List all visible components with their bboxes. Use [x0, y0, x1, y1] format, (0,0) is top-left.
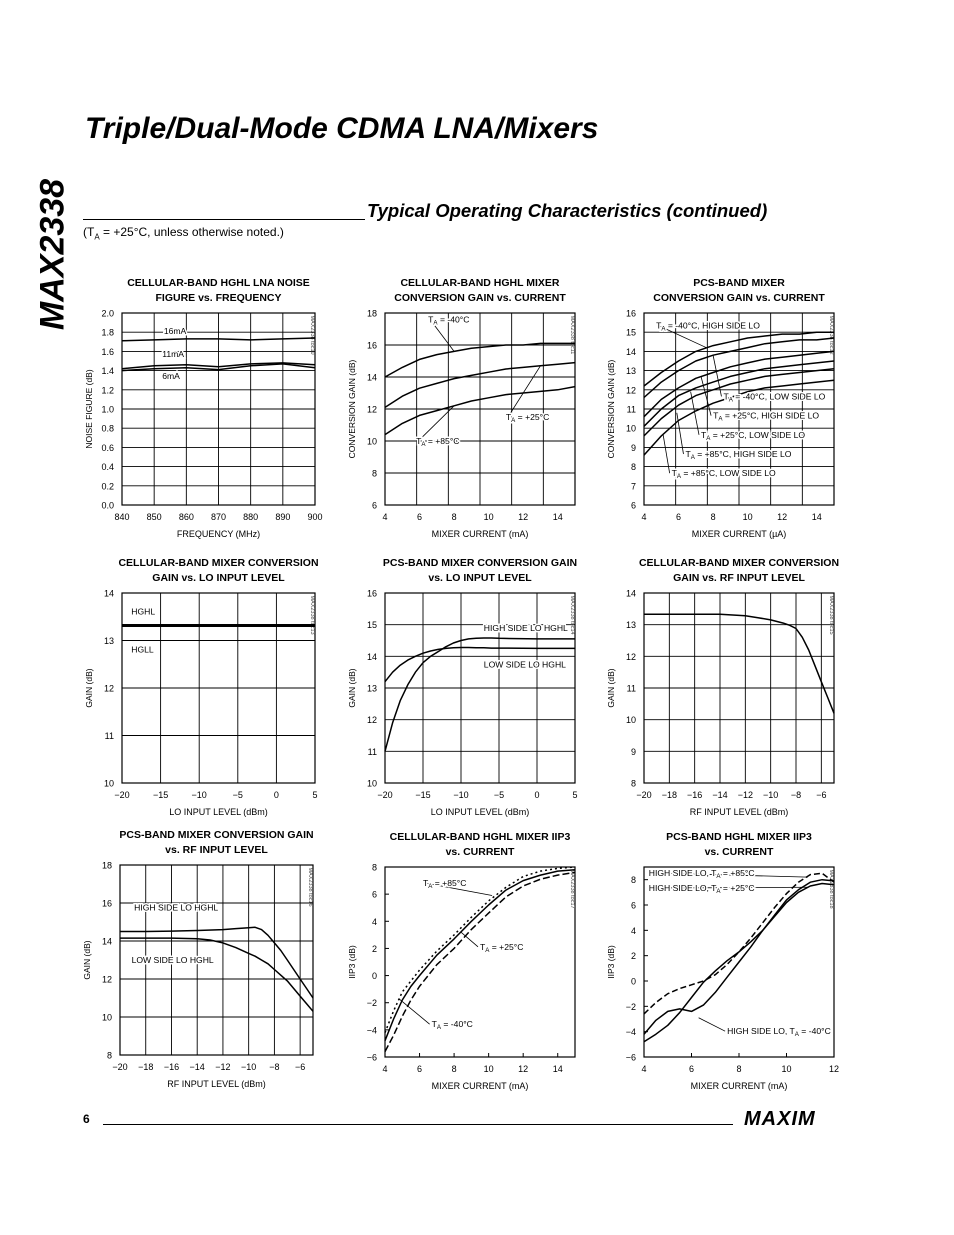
- label-rest: = +25°C: [489, 941, 524, 952]
- annotation-label: 11mA: [162, 349, 185, 360]
- annotation-label: HIGH SIDE LO, $T_A = -40^\circ C$: [727, 1026, 831, 1039]
- y-tick-label: 8: [630, 462, 636, 473]
- series-line: [385, 870, 575, 1041]
- y-tick-label: 16: [366, 588, 377, 599]
- x-tick-label: 10: [742, 512, 753, 522]
- y-axis-label: IIP3 (dB): [606, 945, 616, 979]
- subscript: A: [716, 888, 721, 896]
- y-tick-label: 0.8: [101, 423, 114, 434]
- subscript: A: [716, 872, 721, 880]
- x-tick-label: 12: [777, 512, 788, 522]
- annotation-label: $T_A = +25^\circ C$: [480, 941, 524, 954]
- y-tick-label: 2: [371, 943, 377, 954]
- y-tick-label: 7: [630, 481, 636, 492]
- y-tick-label: 12: [366, 715, 377, 726]
- chart-title: CONVERSION GAIN vs. CURRENT: [653, 292, 825, 304]
- x-tick-label: 0: [534, 790, 540, 800]
- x-tick-label: −18: [138, 1062, 154, 1072]
- x-tick-label: −5: [232, 790, 243, 800]
- y-tick-label: 13: [625, 620, 636, 631]
- annotation-label: $T_A = -40^\circ C$: [428, 314, 470, 327]
- chart-c7: [82, 829, 314, 1089]
- y-axis-label: GAIN (dB): [82, 940, 92, 980]
- x-tick-label: −10: [763, 790, 779, 800]
- y-tick-label: 0.4: [101, 462, 114, 473]
- label-rest: = +85°C, HIGH SIDE LO: [694, 449, 792, 459]
- y-tick-label: 14: [625, 346, 636, 357]
- y-tick-label: 12: [625, 651, 636, 662]
- subscript: A: [690, 454, 695, 461]
- x-axis-label: LO INPUT LEVEL (dBm): [430, 807, 530, 817]
- label-rest: = +25°C, HIGH SIDE LO: [722, 410, 820, 421]
- y-tick-label: 0.2: [101, 481, 114, 492]
- x-tick-label: 850: [146, 512, 162, 522]
- x-tick-label: −10: [241, 1062, 257, 1072]
- annotation-label: $T_A = +85^\circ C$: [423, 878, 467, 890]
- chart-c4: [84, 557, 319, 817]
- x-tick-label: 8: [710, 512, 716, 522]
- subscript: A: [436, 1024, 442, 1032]
- y-tick-label: 14: [625, 588, 636, 599]
- y-tick-label: 18: [101, 860, 112, 871]
- annotation-label: $T_A = -40^\circ C$, LOW SIDE LO: [723, 391, 826, 404]
- chart-title: CELLULAR-BAND MIXER CONVERSION: [638, 557, 840, 569]
- series-line: [385, 872, 575, 1051]
- chart-title: CONVERSION GAIN vs. CURRENT: [394, 292, 566, 304]
- y-tick-label: 6: [630, 900, 636, 911]
- y-tick-label: 8: [106, 1050, 112, 1061]
- y-tick-label: −4: [625, 1027, 636, 1038]
- x-tick-label: 4: [641, 1064, 647, 1074]
- series-line: [644, 880, 834, 1037]
- footer-rule: [103, 1124, 733, 1125]
- subscript: A: [433, 319, 438, 327]
- x-tick-label: 10: [483, 512, 494, 522]
- y-tick-label: 2.0: [101, 308, 114, 319]
- x-tick-label: 840: [114, 512, 130, 522]
- series-line: [120, 938, 313, 1011]
- x-tick-label: −10: [453, 790, 469, 800]
- x-tick-label: 880: [243, 512, 259, 522]
- x-tick-label: −20: [377, 790, 393, 800]
- annotation-label: $T_A = +25^\circ C$, HIGH SIDE LO: [713, 410, 820, 423]
- x-tick-label: −6: [295, 1062, 306, 1072]
- y-tick-label: 18: [366, 308, 377, 319]
- y-tick-label: 8: [630, 778, 636, 789]
- y-tick-label: 13: [625, 366, 636, 377]
- y-tick-label: 12: [625, 385, 636, 396]
- chart-code: MAX2338 toc18: [828, 869, 834, 909]
- x-tick-label: −18: [661, 790, 677, 800]
- subscript: A: [728, 396, 733, 404]
- part-number-side: MAX2338: [33, 178, 72, 331]
- subscript: A: [421, 441, 426, 449]
- annotation-label: 16mA: [163, 326, 187, 337]
- series-line: [644, 873, 834, 1014]
- chart-title: GAIN vs. LO INPUT LEVEL: [152, 572, 285, 584]
- annotation-label: HIGH SIDE LO, $T_A = +85^\circ C$: [648, 867, 755, 880]
- y-tick-label: 12: [101, 974, 112, 985]
- x-tick-label: 12: [518, 512, 529, 522]
- x-axis-label: RF INPUT LEVEL (dBm): [167, 1079, 266, 1089]
- x-tick-label: 4: [382, 1064, 388, 1074]
- label-rest: = +85°C: [432, 878, 467, 888]
- y-tick-label: 0.0: [101, 500, 114, 511]
- label-rest: = +85°C: [720, 867, 755, 878]
- x-axis-label: MIXER CURRENT (mA): [690, 1081, 788, 1091]
- annotation-label: LOW SIDE LO HGHL: [483, 659, 566, 670]
- y-tick-label: 16: [625, 308, 636, 319]
- x-axis-label: LO INPUT LEVEL (dBm): [169, 807, 268, 817]
- y-tick-label: −6: [366, 1052, 377, 1063]
- x-tick-label: −16: [163, 1062, 180, 1072]
- x-tick-label: −15: [415, 790, 431, 800]
- x-tick-label: 14: [552, 512, 563, 522]
- subscript: A: [511, 417, 516, 425]
- y-tick-label: −6: [625, 1052, 636, 1063]
- x-tick-label: −10: [191, 790, 207, 800]
- y-tick-label: 10: [103, 778, 114, 789]
- x-tick-label: 10: [781, 1064, 792, 1074]
- x-tick-label: −12: [737, 790, 753, 800]
- y-tick-label: 16: [101, 898, 112, 909]
- chart-title: CELLULAR-BAND HGHL MIXER: [400, 277, 560, 289]
- y-axis-label: GAIN (dB): [84, 668, 94, 708]
- y-tick-label: 6: [630, 500, 636, 511]
- chart-c3: [606, 277, 834, 539]
- chart-code: MAX2338 toc15: [828, 595, 834, 635]
- annotation-label: $T_A = -40^\circ C$, HIGH SIDE LO: [656, 320, 760, 333]
- y-tick-label: 15: [625, 327, 636, 338]
- conditions-prefix: (T: [83, 225, 95, 239]
- x-tick-label: 870: [210, 512, 227, 522]
- annotation-label: $T_A = +25^\circ C$, LOW SIDE LO: [701, 429, 806, 442]
- annotation-label: HIGH SIDE LO HGHL: [134, 902, 219, 913]
- chart-title: CELLULAR-BAND HGHL MIXER IIP3: [389, 831, 571, 843]
- x-tick-label: 8: [451, 1064, 457, 1074]
- annotation-leader: [701, 376, 711, 415]
- y-tick-label: 11: [367, 746, 377, 757]
- x-tick-label: 4: [382, 512, 388, 522]
- subscript: A: [485, 946, 490, 954]
- x-axis-label: FREQUENCY (MHz): [176, 529, 261, 539]
- label-rest: = +85°C: [425, 436, 460, 447]
- chart-title: CELLULAR-BAND MIXER CONVERSION: [118, 557, 319, 569]
- chart-title: vs. CURRENT: [445, 846, 515, 858]
- y-tick-label: 14: [103, 588, 114, 599]
- chart-code: MAX2338 toc13: [309, 595, 315, 635]
- y-tick-label: 14: [366, 372, 377, 383]
- series-line: [385, 638, 575, 751]
- x-tick-label: −20: [636, 790, 652, 800]
- label-rest: = -40°C, HIGH SIDE LO: [665, 320, 760, 331]
- y-tick-label: 14: [366, 651, 377, 662]
- x-tick-label: −14: [189, 1062, 205, 1072]
- series-line: [644, 614, 834, 713]
- annotation-label: HGLL: [131, 644, 154, 655]
- y-tick-label: 1.0: [101, 404, 114, 415]
- annotation-leader: [663, 434, 670, 473]
- annotation-label: HGHL: [131, 606, 156, 617]
- y-tick-label: −4: [366, 1025, 377, 1036]
- y-tick-label: 1.8: [101, 327, 114, 338]
- x-axis-label: RF INPUT LEVEL (dBm): [689, 807, 789, 817]
- chart-title: vs. LO INPUT LEVEL: [428, 572, 532, 584]
- x-tick-label: −20: [112, 1062, 128, 1072]
- x-tick-label: 10: [483, 1064, 494, 1074]
- chart-c1: [84, 277, 323, 539]
- chart-c2: [347, 277, 575, 539]
- y-tick-label: 1.6: [101, 346, 114, 357]
- x-tick-label: −8: [790, 790, 802, 800]
- label-rest: = -40°C: [441, 1019, 473, 1030]
- label-rest: = -40°C: [798, 1026, 831, 1037]
- y-tick-label: 12: [103, 683, 114, 694]
- y-axis-label: IIP3 (dB): [347, 945, 357, 979]
- label-rest: = +25°C, LOW SIDE LO: [710, 429, 806, 440]
- y-tick-label: 0: [630, 976, 636, 987]
- y-tick-label: 11: [626, 683, 636, 694]
- y-tick-label: 10: [366, 778, 377, 789]
- x-tick-label: 0: [273, 790, 279, 800]
- y-tick-label: 13: [366, 683, 377, 694]
- label-rest: = -40°C, LOW SIDE LO: [732, 391, 826, 402]
- x-tick-label: 14: [811, 512, 822, 522]
- chart-c8: [347, 831, 575, 1091]
- y-tick-label: 14: [101, 936, 112, 947]
- y-tick-label: 13: [103, 636, 114, 646]
- chart-code: MAX2338 toc14: [569, 595, 575, 635]
- conditions-suffix: = +25°C, unless otherwise noted.): [99, 225, 284, 239]
- y-tick-label: 9: [630, 746, 636, 757]
- y-tick-label: 11: [104, 731, 114, 741]
- chart-code: MAX2338 toc11: [569, 315, 575, 355]
- chart-c5: [347, 557, 578, 817]
- y-tick-label: 1.2: [101, 385, 114, 396]
- y-tick-label: 8: [630, 875, 636, 886]
- document-title: Triple/Dual-Mode CDMA LNA/Mixers: [85, 112, 599, 145]
- chart-title: PCS-BAND MIXER CONVERSION GAIN: [382, 557, 578, 569]
- x-tick-label: 900: [307, 512, 323, 522]
- chart-c9: [606, 831, 839, 1091]
- plot-frame: [385, 867, 575, 1057]
- x-tick-label: −14: [712, 790, 728, 800]
- annotation-label: $T_A = +25^\circ C$: [505, 412, 550, 425]
- label-rest: = +85°C, LOW SIDE LO: [681, 468, 776, 479]
- y-axis-label: CONVERSION GAIN (dB): [606, 359, 616, 459]
- y-tick-label: 6: [371, 500, 377, 511]
- x-tick-label: 6: [417, 1064, 423, 1074]
- chart-title: CELLULAR-BAND HGHL LNA NOISE: [127, 277, 310, 289]
- annotation-label: $T_A = +85^\circ C$: [416, 436, 460, 449]
- label-rest: = +25°C: [720, 883, 755, 894]
- chart-code: MAX2338 toc12: [828, 315, 834, 355]
- x-tick-label: −8: [269, 1062, 280, 1072]
- y-tick-label: 11: [626, 404, 636, 415]
- label-rest: = -40°C: [437, 314, 470, 325]
- y-tick-label: 1.4: [101, 366, 114, 377]
- annotation-label: $T_A = -40^\circ C$: [431, 1019, 473, 1032]
- y-tick-label: 0.6: [101, 442, 114, 453]
- annotation-leader: [399, 999, 430, 1024]
- y-tick-label: 10: [625, 715, 636, 726]
- y-tick-label: 10: [366, 436, 377, 447]
- annotation-label: $T_A = +85^\circ C$, LOW SIDE LO: [671, 468, 776, 481]
- conditions-subscript: A: [94, 232, 100, 242]
- x-axis-label: MIXER CURRENT (mA): [431, 1081, 529, 1091]
- chart-title: PCS-BAND MIXER: [693, 277, 785, 289]
- x-tick-label: 12: [518, 1064, 529, 1074]
- x-tick-label: 6: [417, 512, 423, 522]
- section-title: Typical Operating Characteristics (continued): [367, 200, 768, 221]
- subscript: A: [718, 415, 723, 423]
- y-tick-label: 6: [371, 889, 377, 900]
- y-tick-label: 12: [366, 404, 377, 415]
- chart-code: MAX2338 toc17: [569, 869, 575, 909]
- x-axis-label: MIXER CURRENT (mA): [431, 529, 529, 539]
- chart-title: PCS-BAND MIXER CONVERSION GAIN: [119, 829, 314, 841]
- chart-code: MAX2338 toc16: [307, 867, 313, 907]
- y-axis-label: GAIN (dB): [347, 668, 357, 708]
- x-tick-label: 8: [736, 1064, 742, 1074]
- x-tick-label: 5: [312, 790, 318, 800]
- x-tick-label: 14: [552, 1064, 563, 1074]
- subscript: A: [661, 325, 666, 333]
- x-tick-label: 5: [572, 790, 578, 800]
- chart-title: vs. CURRENT: [704, 846, 774, 858]
- y-tick-label: 2: [630, 951, 636, 962]
- chart-title: PCS-BAND HGHL MIXER IIP3: [666, 831, 812, 843]
- y-tick-label: 10: [101, 1012, 112, 1023]
- y-tick-label: 8: [371, 468, 377, 479]
- x-tick-label: −20: [114, 790, 130, 800]
- x-tick-label: 890: [275, 512, 291, 522]
- annotation-leader: [461, 932, 478, 947]
- x-axis-label: MIXER CURRENT (µA): [691, 529, 787, 539]
- x-tick-label: −16: [687, 790, 703, 800]
- subscript: A: [706, 434, 711, 442]
- y-tick-label: 16: [366, 340, 377, 351]
- y-tick-label: −2: [366, 998, 377, 1009]
- y-tick-label: 0: [371, 971, 377, 982]
- y-axis-label: GAIN (dB): [606, 668, 616, 708]
- page-number: 6: [83, 1112, 90, 1126]
- x-tick-label: 8: [451, 512, 457, 522]
- x-tick-label: 6: [688, 1064, 695, 1074]
- y-tick-label: 8: [371, 862, 377, 873]
- annotation-leader: [699, 1018, 726, 1031]
- x-tick-label: −6: [816, 790, 827, 800]
- annotation-label: 6mA: [162, 371, 180, 382]
- x-tick-label: 860: [178, 512, 194, 522]
- annotation-label: HIGH SIDE LO, $T_A = +25^\circ C$: [648, 883, 755, 896]
- y-tick-label: 9: [630, 442, 636, 453]
- label-rest: = +25°C: [515, 412, 550, 423]
- subscript: A: [428, 883, 433, 890]
- chart-title: FIGURE vs. FREQUENCY: [155, 292, 282, 304]
- x-tick-label: 4: [641, 512, 647, 522]
- chart-code: MAX2338 toc10: [309, 315, 315, 355]
- chart-title: vs. RF INPUT LEVEL: [165, 844, 268, 856]
- y-axis-label: CONVERSION GAIN (dB): [347, 359, 357, 459]
- chart-title: GAIN vs. RF INPUT LEVEL: [673, 572, 805, 584]
- y-axis-label: NOISE FIGURE (dB): [84, 369, 94, 449]
- x-tick-label: 12: [828, 1064, 840, 1074]
- subscript: A: [676, 473, 682, 481]
- y-tick-label: −2: [625, 1001, 636, 1012]
- annotation-label: LOW SIDE LO HGHL: [131, 954, 214, 965]
- x-tick-label: −15: [152, 790, 169, 800]
- y-tick-label: 10: [625, 423, 636, 434]
- x-tick-label: −5: [493, 790, 505, 800]
- y-tick-label: 4: [630, 925, 636, 936]
- subscript: A: [794, 1031, 799, 1039]
- y-tick-label: 4: [371, 916, 377, 927]
- x-tick-label: −12: [215, 1062, 231, 1072]
- y-tick-label: 15: [366, 620, 377, 631]
- annotation-label: HIGH SIDE LO HGHL: [483, 623, 568, 633]
- chart-c6: [606, 557, 839, 817]
- maxim-logo: MAXIM: [744, 1108, 816, 1130]
- annotation-label: $T_A = +85^\circ C$, HIGH SIDE LO: [685, 449, 792, 461]
- x-tick-label: 6: [676, 512, 682, 522]
